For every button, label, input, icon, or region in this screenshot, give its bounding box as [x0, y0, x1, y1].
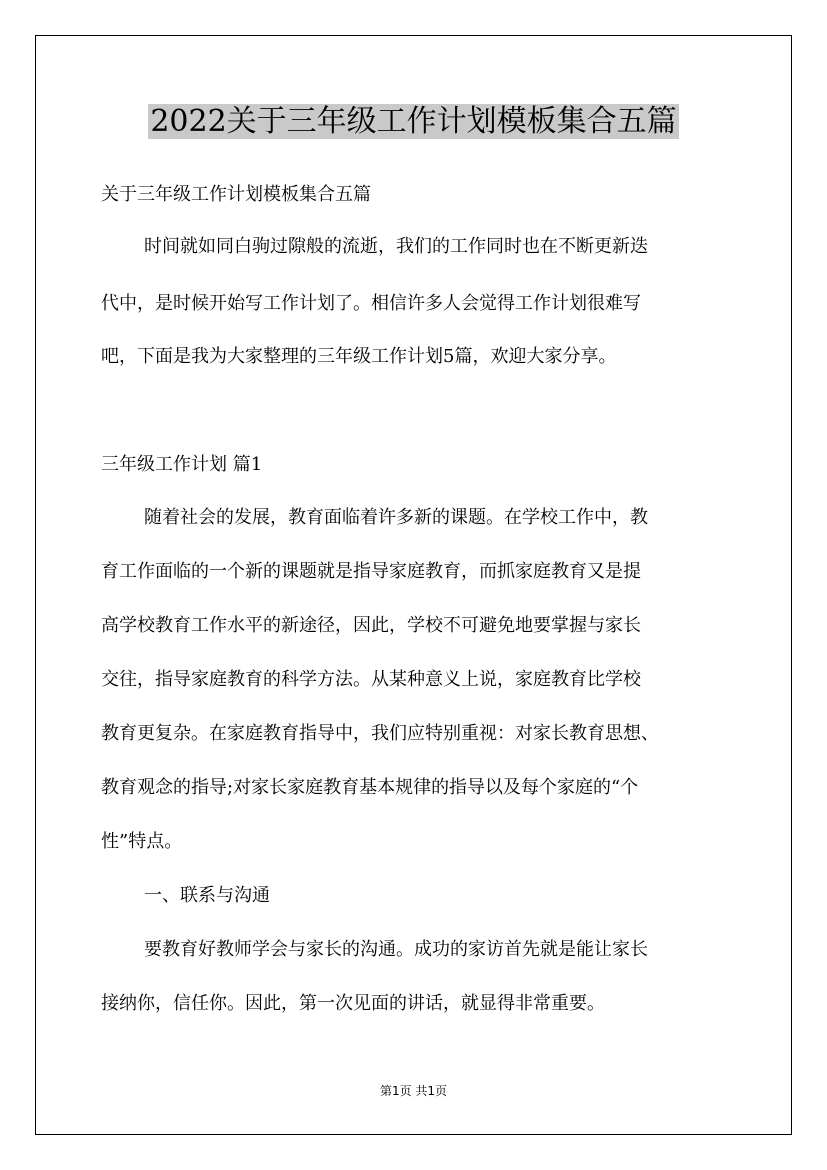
para1-line-3: 高学校教育工作水平的新途径，因此，学校不可避免地要掌握与家长 — [101, 615, 641, 636]
document-subtitle: 关于三年级工作计划模板集合五篇 — [101, 184, 371, 205]
para1-line-2: 育工作面临的一个新的课题就是指导家庭教育，而抓家庭教育又是提 — [101, 561, 641, 582]
page-footer: 第1页 共1页 — [379, 1084, 448, 1098]
intro-line-3: 吧，下面是我为大家整理的三年级工作计划5篇，欢迎大家分享。 — [101, 346, 617, 367]
para1-line-5: 教育更复杂。在家庭教育指导中，我们应特别重视：对家长教育思想、 — [101, 723, 659, 744]
subheading: 一、联系与沟通 — [144, 885, 270, 906]
para1-line-7: 性”特点。 — [101, 831, 183, 852]
intro-line-2: 代中，是时候开始写工作计划了。相信许多人会觉得工作计划很难写 — [101, 293, 641, 314]
para1-line-6: 教育观念的指导;对家长家庭教育基本规律的指导以及每个家庭的“个 — [101, 777, 639, 798]
para2-line-1: 要教育好教师学会与家长的沟通。成功的家访首先就是能让家长 — [144, 939, 648, 960]
para1-line-1: 随着社会的发展，教育面临着许多新的课题。在学校工作中，教 — [144, 507, 648, 528]
section-heading: 三年级工作计划 篇1 — [101, 454, 263, 475]
para2-line-2: 接纳你，信任你。因此，第一次见面的讲话，就显得非常重要。 — [101, 993, 605, 1014]
intro-line-1: 时间就如同白驹过隙般的流逝，我们的工作同时也在不断更新迭 — [144, 236, 648, 257]
document-title: 2022关于三年级工作计划模板集合五篇 — [150, 104, 677, 139]
para1-line-4: 交往，指导家庭教育的科学方法。从某种意义上说，家庭教育比学校 — [101, 669, 641, 690]
